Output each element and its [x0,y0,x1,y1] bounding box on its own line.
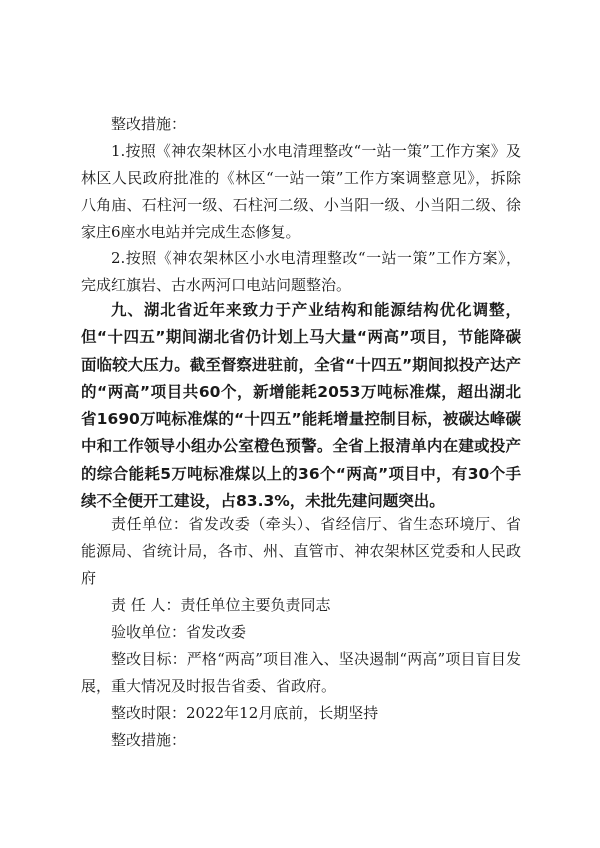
rectification-deadline: 整改时限：2022年12月底前，长期坚持 [111,704,379,722]
measure-item-2: 2.按照《神农架林区小水电清理整改“一站一策”工作方案》，完成红旗岩、古水两河口电站问题整治。 [81,249,521,294]
responsible-unit: 责任单位：省发改委（牵头）、省经信厅、省生态环境厅、省能源局、省统计局，各市、州、直管市、神农架林区党委和人民政府 [81,515,521,587]
responsible-person: 责 任 人：责任单位主要负责同志 [111,596,331,614]
issue-paragraph-9: 九、湖北省近年来致力于产业结构和能源结构优化调整，但“十四五”期间湖北省仍计划上马大量“两高”项目，节能降碳面临较大压力。截至督察进驻前，全省“十四五”期间拟投产达产的“两高”项目共60个，新增能耗2053万吨标准煤，超出湖北省1690万吨标准煤的“十四五”能耗增量控制目标，被碳达峰碳中和工作领导小组办公室橙色预警。全省上报清单内在建或投产的综合能耗5万吨标准煤以上的36个“两高”项目中，有30个手续不全便开工建设，占83.3%，未批先建问题突出。 [81,301,521,511]
measures-heading-b: 整改措施： [111,731,187,749]
measure-item-1: 1.按照《神农架林区小水电清理整改“一站一策”工作方案》及林区人民政府批准的《林区“一站一策”工作方案调整意见》，拆除八角庙、石柱河一级、石柱河二级、小当阳一级、小当阳二级、徐家庄6座水电站并完成生态修复。 [81,142,521,241]
acceptance-unit: 验收单位：省发改委 [111,623,247,641]
rectification-target: 整改目标：严格“两高”项目准入、坚决遏制“两高”项目盲目发展，重大情况及时报告省委、省政府。 [81,650,521,695]
measures-heading-a: 整改措施： [111,115,187,133]
